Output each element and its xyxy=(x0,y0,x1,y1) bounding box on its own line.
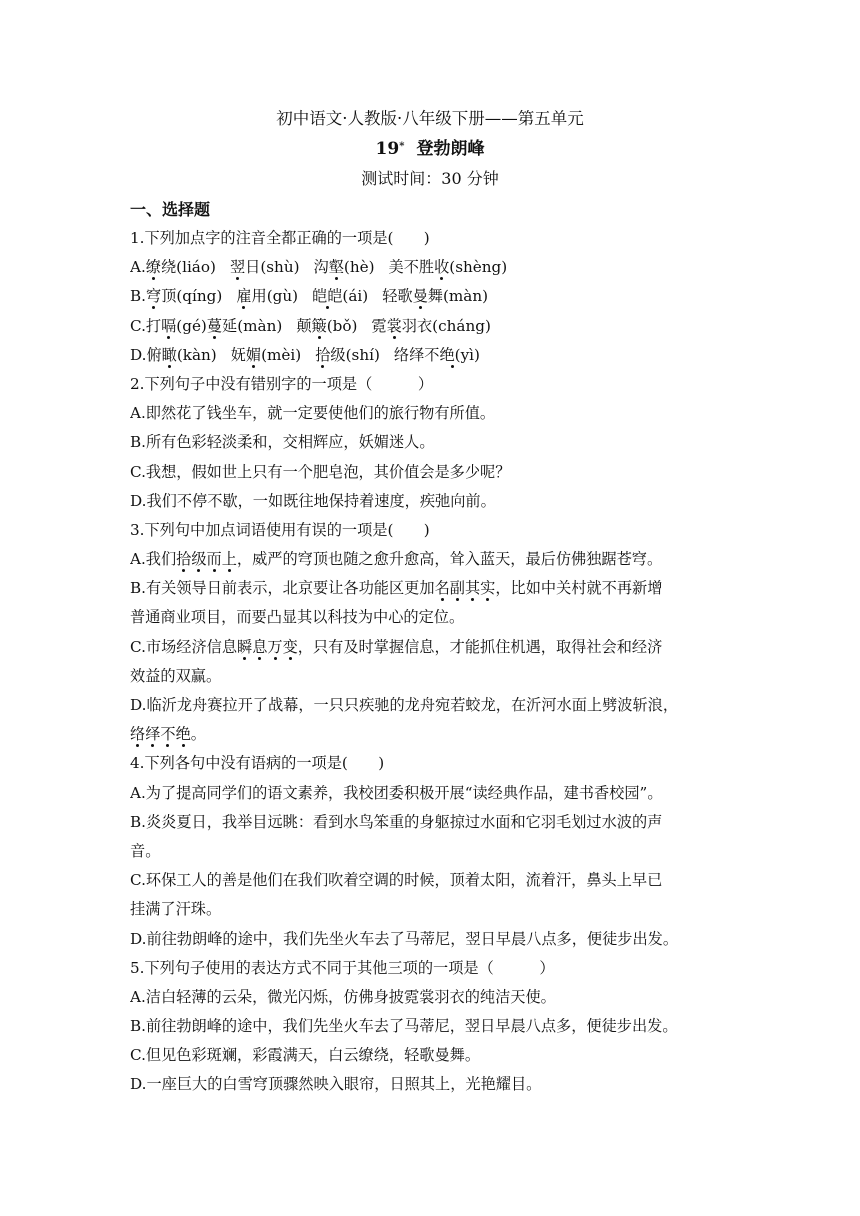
q5-option-d: D.一座巨大的白雪穹顶骤然映入眼帘，日照其上，光艳耀目。 xyxy=(130,1075,542,1094)
q1-stem: 1.下列加点字的注音全都正确的一项是( ) xyxy=(130,229,430,247)
q5-option-c: C.但见色彩斑斓，彩霞满天，白云缭绕，轻歌曼舞。 xyxy=(130,1046,481,1065)
q3-option-b-line1: B.有关领导日前表示，北京要让各功能区更加名副其实，比如中关村就不再新增 xyxy=(130,579,663,598)
q3-option-c-line1: C.市场经济信息瞬息万变，只有及时掌握信息，才能抓住机遇，取得社会和经济 xyxy=(130,637,663,656)
q4-option-b-line1: B.炎炎夏日，我举目远眺：看到水鸟笨重的身躯掠过水面和它羽毛划过水波的声 xyxy=(130,812,663,831)
q4-option-a: A.为了提高同学们的语文素养，我校团委积极开展“读经典作品，建书香校园”。 xyxy=(130,783,663,802)
q3-a-dotted-word: 拾级而上 xyxy=(176,550,237,569)
series-title: 初中语文·人教版·八年级下册——第五单元 xyxy=(276,109,584,128)
q2-option-d: D.我们不停不歇，一如既往地保持着速度，疾弛向前。 xyxy=(130,491,496,510)
q5-option-a: A.洁白轻薄的云朵，微光闪烁，仿佛身披霓裳羽衣的纯洁天使。 xyxy=(130,987,556,1006)
q3-option-d-line2: 络绎不绝。 xyxy=(130,725,206,744)
lesson-name: 登勃朗峰 xyxy=(416,139,485,159)
q2-option-c: C.我想，假如世上只有一个肥皂泡，其价值会是多少呢？ xyxy=(130,462,511,481)
q1-option-a: A.缭绕(liáo) 翌日(shù) 沟壑(hè) 美不胜收(shèng) xyxy=(130,258,508,277)
q5-option-b: B.前往勃朗峰的途中，我们先坐火车去了马蒂尼，翌日早晨八点多，便徒步出发。 xyxy=(130,1017,678,1036)
q3-d-dotted-word: 络绎不绝 xyxy=(130,725,191,744)
section-title: 一、选择题 xyxy=(130,200,211,219)
q4-option-c-line2: 挂满了汗珠。 xyxy=(130,900,222,919)
q3-b-dotted-word: 名副其实 xyxy=(434,579,496,598)
q3-option-a: A.我们拾级而上，威严的穹顶也随之愈升愈高，耸入蓝天，最后仿佛独踞苍穹。 xyxy=(130,550,663,569)
q2-option-a: A.即然花了钱坐车，就一定要使他们的旅行物有所值。 xyxy=(130,404,496,423)
q3-c-dotted-word: 瞬息万变 xyxy=(237,637,298,656)
q1-option-b: B.穹顶(qíng) 雇用(gù) 皑皑(ái) 轻歌曼舞(màn) xyxy=(130,287,489,306)
test-time: 测试时间：30 分钟 xyxy=(361,169,499,188)
question-list xyxy=(130,224,730,1100)
lesson-number: 19 xyxy=(375,139,400,159)
q1-option-c: C.打嗝(gé)蔓延(màn) 颠簸(bǒ) 霓裳羽衣(cháng) xyxy=(130,316,491,335)
q3-option-b-line2: 普通商业项目，而要凸显其以科技为中心的定位。 xyxy=(130,608,465,627)
q5-stem: 5.下列句子使用的表达方式不同于其他三项的一项是（ ） xyxy=(130,958,555,977)
q4-stem: 4.下列各句中没有语病的一项是( ) xyxy=(130,754,385,773)
lesson-title xyxy=(0,136,860,162)
q4-option-c-line1: C.环保工人的善是他们在我们吹着空调的时候，顶着太阳，流着汗，鼻头上早已 xyxy=(130,871,663,890)
q3-option-c-line2: 效益的双赢。 xyxy=(130,666,222,685)
q4-option-b-line2: 音。 xyxy=(130,841,161,860)
q1-option-d: D.俯瞰(kàn) 妩媚(mèi) 拾级(shí) 络绎不绝(yì) xyxy=(130,345,480,364)
q4-option-d: D.前往勃朗峰的途中，我们先坐火车去了马蒂尼，翌日早晨八点多，便徒步出发。 xyxy=(130,929,679,948)
q2-stem: 2.下列句子中没有错别字的一项是（ ） xyxy=(130,374,434,393)
q3-option-d-line1: D.临沂龙舟赛拉开了战幕，一只只疾驰的龙舟宛若蛟龙，在沂河水面上劈波斩浪， xyxy=(130,696,679,714)
q3-stem: 3.下列句中加点词语使用有误的一项是( ) xyxy=(130,520,430,539)
lesson-mark: * xyxy=(399,141,405,152)
q2-option-b: B.所有色彩轻淡柔和，交相辉应，妖媚迷人。 xyxy=(130,433,435,452)
